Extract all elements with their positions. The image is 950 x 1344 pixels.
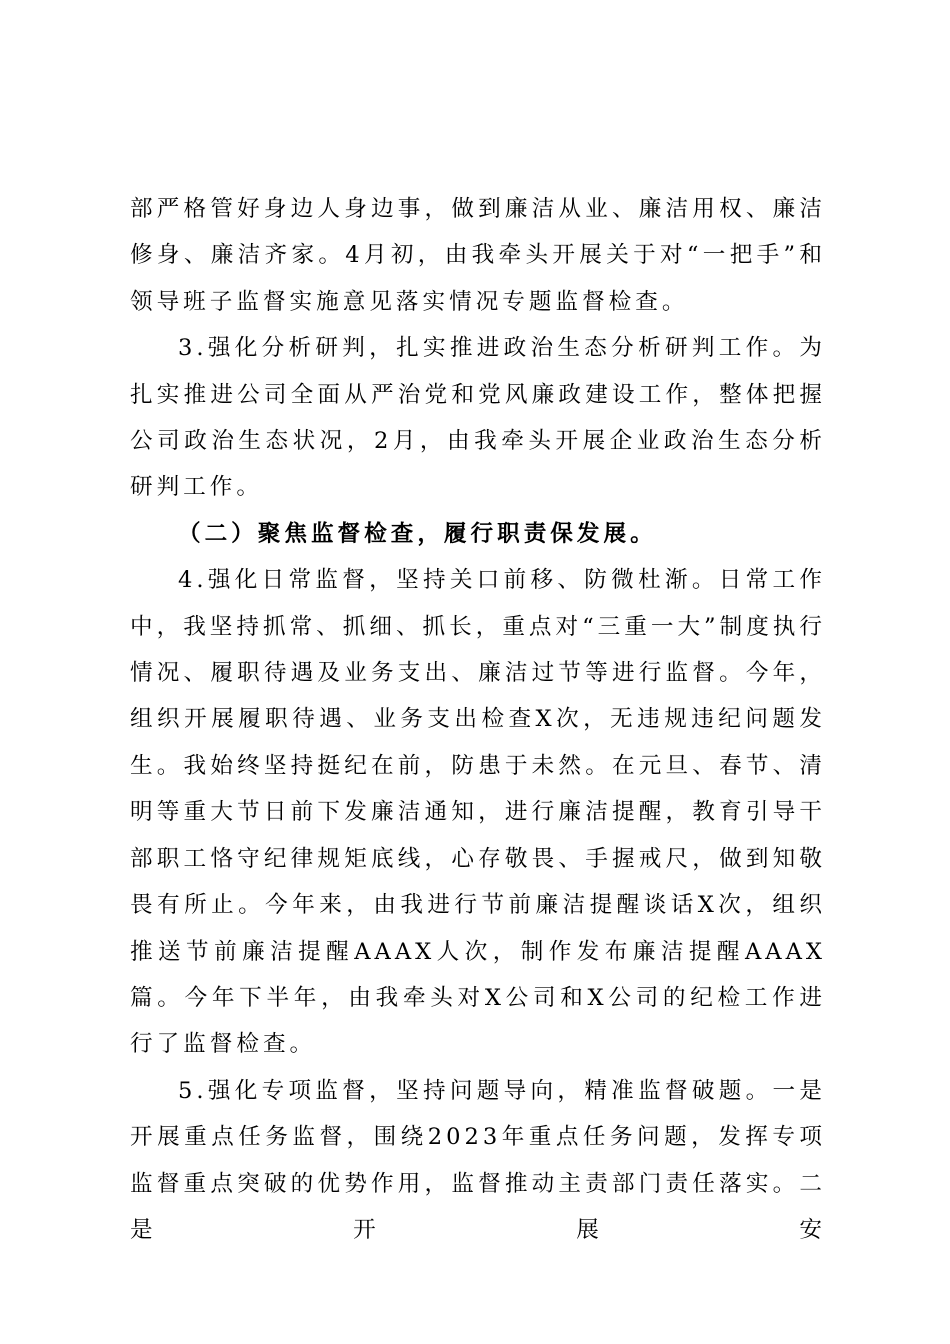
section-heading-2: （二）聚焦监督检查，履行职责保发展。	[178, 520, 657, 547]
paragraph-item-3: 3.强化分析研判，扎实推进政治生态分析研判工作。为扎实推进公司全面从严治党和党风廉政建设工作，整体把握公司政治生态状况，2月，由我牵头开展企业政治生态分析研判工作。	[130, 335, 826, 501]
paragraph-continued: 部严格管好身边人身边事，做到廉洁从业、廉洁用权、廉洁修身、廉洁齐家。4月初，由我牵头开展关于对“一把手”和领导班子监督实施意见落实情况专题监督检查。	[130, 196, 826, 315]
document-body	[130, 186, 826, 1253]
paragraph-item-4: 4.强化日常监督，坚持关口前移、防微杜渐。日常工作中，我坚持抓常、抓细、抓长，重点对“三重一大”制度执行情况、履职待遇及业务支出、廉洁过节等进行监督。今年，组织开展履职待遇、业务支出检查X次，无违规违纪问题发生。我始终坚持挺纪在前，防患于未然。在元旦、春节、清明等重大节日前下发廉洁通知，进行廉洁提醒，教育引导干部职工恪守纪律规矩底线，心存敬畏、手握戒尺，做到知敬畏有所止。今年来，由我进行节前廉洁提醒谈话X次，组织推送节前廉洁提醒AAAX人次，制作发布廉洁提醒AAAX篇。今年下半年，由我牵头对X公司和X公司的纪检工作进行了监督检查。	[130, 567, 826, 1058]
paragraph-item-5: 5.强化专项监督，坚持问题导向，精准监督破题。一是开展重点任务监督，围绕2023年重点任务问题，发挥专项监督重点突破的优势作用，监督推动主责部门责任落实。二是开展安	[130, 1077, 826, 1243]
